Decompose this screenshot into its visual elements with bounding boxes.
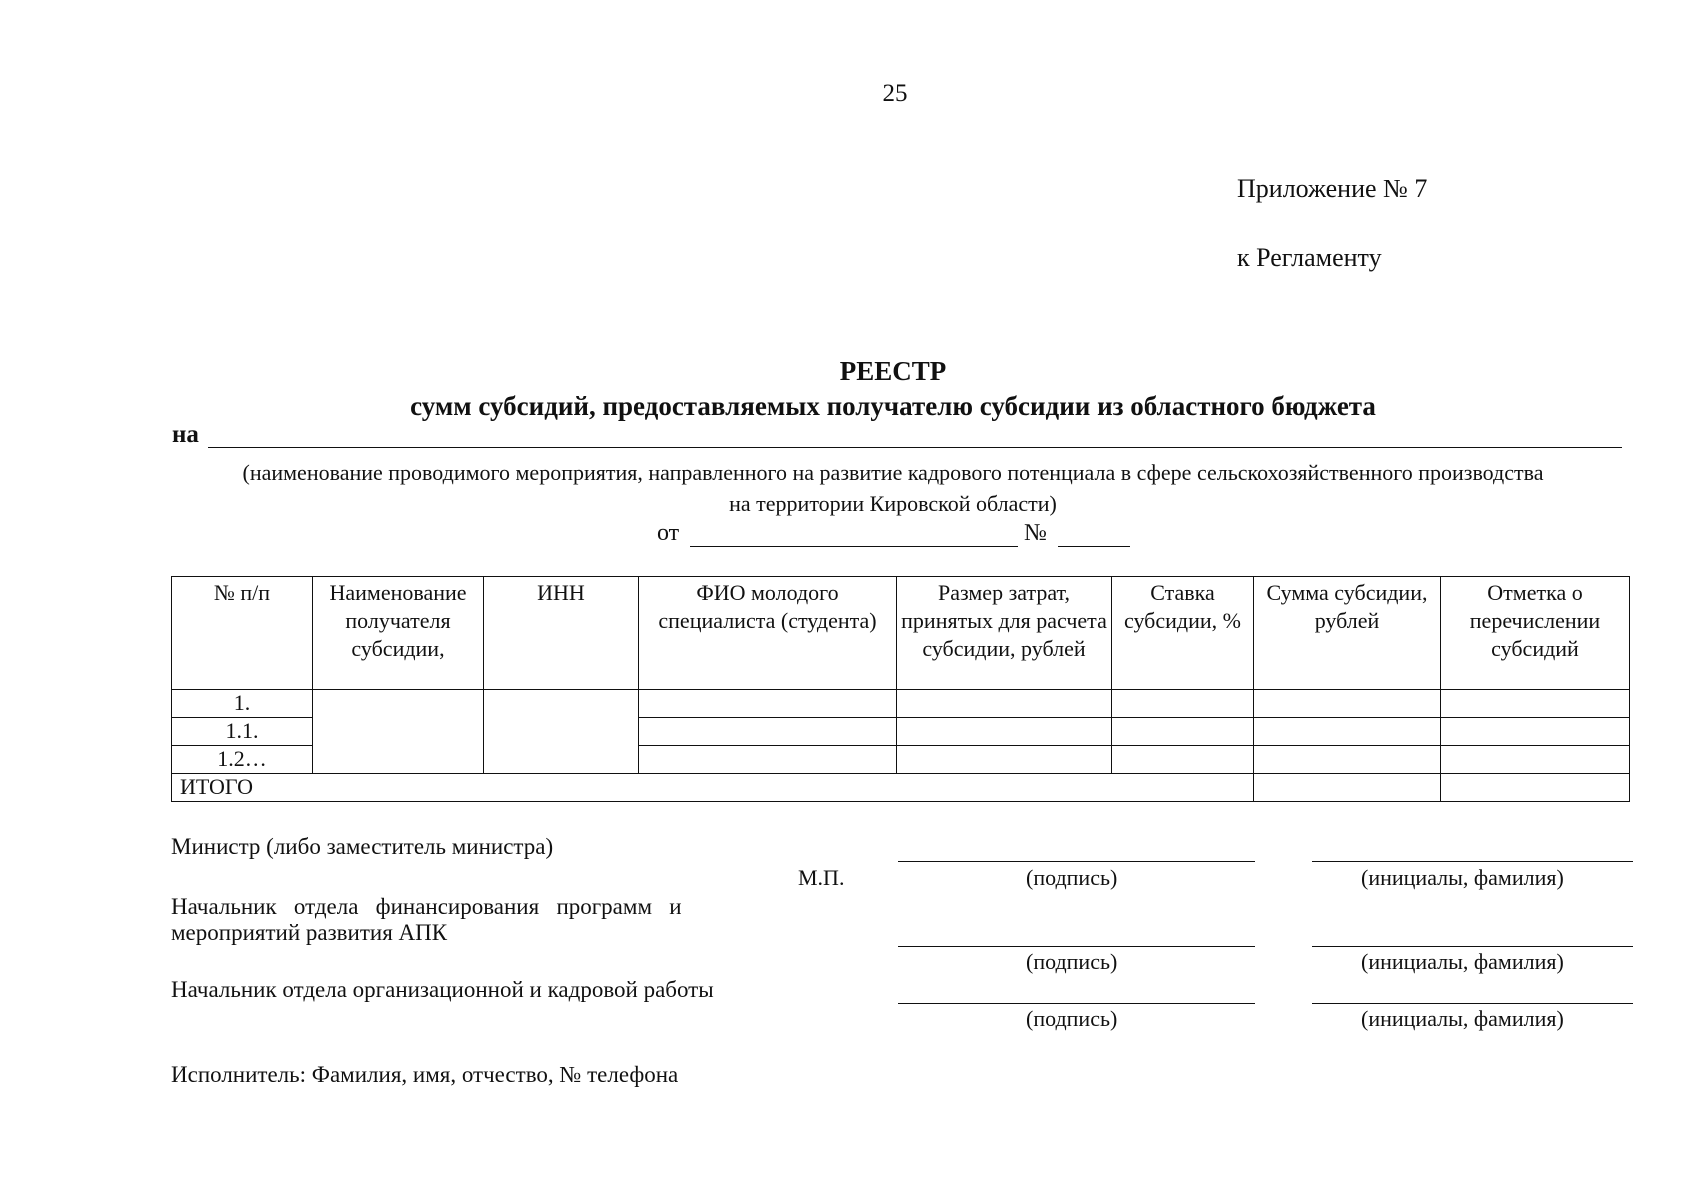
number-line: [1058, 546, 1130, 547]
signature-line: [898, 946, 1255, 947]
initials-line: [1312, 946, 1633, 947]
date-label: от: [657, 520, 680, 546]
column-header: Размер затрат, принятых для расчета субсидии, рублей: [897, 577, 1112, 690]
initials-caption: (инициалы, фамилия): [1361, 865, 1564, 890]
table-cell: [897, 718, 1112, 746]
finance-head-label: [171, 894, 744, 946]
signature-caption: (подпись): [1026, 865, 1118, 890]
table-cell: [639, 718, 897, 746]
table-cell: [1112, 718, 1254, 746]
recipient-name-cell: [313, 690, 484, 774]
document-subtitle: сумм субсидий, предоставляемых получателю субсидии из областного бюджета: [410, 391, 1376, 421]
signature-caption: (подпись): [1026, 949, 1118, 974]
table-cell: [897, 746, 1112, 774]
column-header: Наименование получателя субсидии,: [313, 577, 484, 690]
row-number: 1.1.: [172, 718, 313, 746]
table-cell: [1254, 690, 1441, 718]
registry-table: [171, 576, 1630, 802]
finance-head-line1: Начальник отдела финансирования программ и: [171, 894, 682, 919]
initials-caption: (инициалы, фамилия): [1361, 1006, 1564, 1031]
event-name-line: [208, 447, 1622, 448]
table-cell: [639, 690, 897, 718]
table-cell: [1441, 690, 1630, 718]
table-cell: [639, 746, 897, 774]
inn-cell: [484, 690, 639, 774]
row-number: 1.: [172, 690, 313, 718]
signature-caption: (подпись): [1026, 1006, 1118, 1031]
signature-line: [898, 1003, 1255, 1004]
total-label: ИТОГО: [172, 774, 1254, 802]
personnel-head-label: Начальник отдела организационной и кадровой работы: [171, 977, 714, 1002]
table-cell: [897, 690, 1112, 718]
signature-line: [898, 861, 1255, 862]
finance-head-line2: мероприятий развития АПК: [171, 920, 448, 945]
column-header: ФИО молодого специалиста (студента): [639, 577, 897, 690]
row-number: 1.2…: [172, 746, 313, 774]
appendix-reference: к Регламенту: [1237, 243, 1382, 272]
minister-label: Министр (либо заместитель министра): [171, 834, 554, 859]
table-row: [172, 690, 1630, 718]
table-cell: [1254, 746, 1441, 774]
na-label: на: [172, 421, 199, 448]
column-header: ИНН: [484, 577, 639, 690]
page-number: 25: [882, 80, 908, 107]
total-row: [172, 774, 1630, 802]
document-title: РЕЕСТР: [839, 356, 947, 386]
executor-label: Исполнитель: Фамилия, имя, отчество, № телефона: [171, 1062, 679, 1087]
event-name-caption-line2: на территории Кировской области): [729, 491, 1057, 516]
table-cell: [1112, 690, 1254, 718]
number-label: №: [1024, 520, 1047, 546]
column-header: Ставка субсидии, %: [1112, 577, 1254, 690]
table-cell: [1112, 746, 1254, 774]
event-name-caption-line1: (наименование проводимого мероприятия, направленного на развитие кадрового потенциала в сфере сельскохозяйственного производства: [242, 460, 1544, 485]
table-cell: [1254, 718, 1441, 746]
event-name-caption: [170, 457, 1616, 519]
table-header-row: [172, 577, 1630, 690]
initials-caption: (инициалы, фамилия): [1361, 949, 1564, 974]
initials-line: [1312, 1003, 1633, 1004]
date-line: [690, 546, 1018, 547]
total-mark-cell: [1441, 774, 1630, 802]
stamp-label: М.П.: [798, 865, 845, 890]
column-header: Отметка о перечислении субсидий: [1441, 577, 1630, 690]
table-cell: [1441, 746, 1630, 774]
column-header: № п/п: [172, 577, 313, 690]
total-sum-cell: [1254, 774, 1441, 802]
table-cell: [1441, 718, 1630, 746]
column-header: Сумма субсидии, рублей: [1254, 577, 1441, 690]
initials-line: [1312, 861, 1633, 862]
appendix-number: Приложение № 7: [1237, 174, 1428, 203]
